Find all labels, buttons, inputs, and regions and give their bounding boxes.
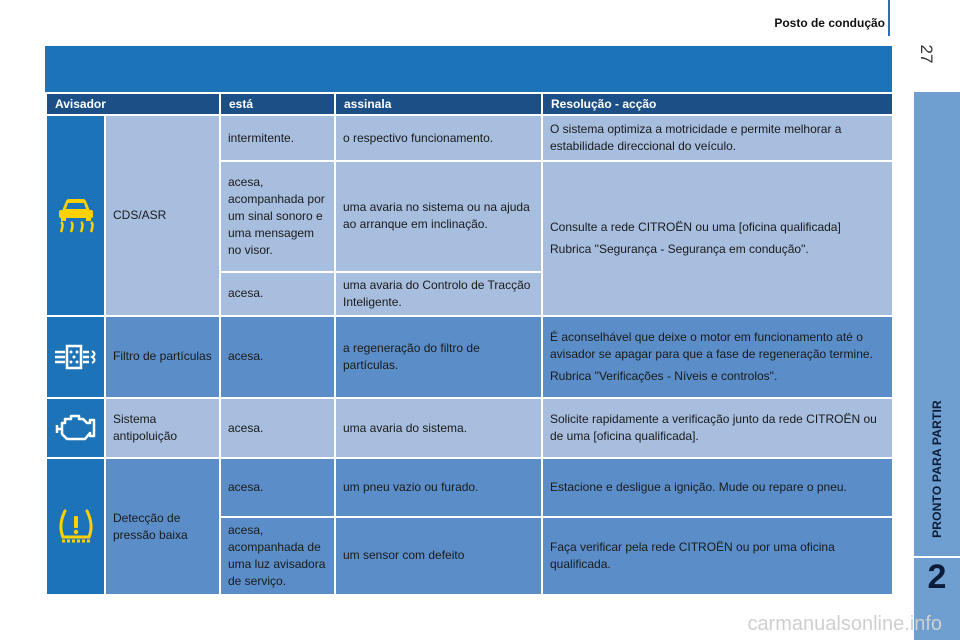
column-header-solution: Resolução - acção xyxy=(542,93,893,115)
cds-icon-cell xyxy=(46,115,105,316)
skid-control-icon xyxy=(55,196,97,234)
table-row xyxy=(46,398,893,458)
engine-state: acesa. xyxy=(220,398,335,458)
header-rule xyxy=(888,0,890,36)
table-banner xyxy=(45,46,892,92)
dpf-state: acesa. xyxy=(220,316,335,398)
dpf-icon-cell xyxy=(46,316,105,398)
engine-name: Sistema antipoluição xyxy=(105,398,220,458)
dpf-solution-line1: É aconselhável que deixe o motor em funcionamento até o avisador se apagar para que a fase de regeneração termine. xyxy=(550,329,873,361)
cds-name: CDS/ASR xyxy=(105,115,220,316)
cds-solution-2 xyxy=(542,161,893,316)
tyre-pressure-icon xyxy=(56,507,96,547)
cds-solution-2-line1: Consulte a rede CITROËN ou uma [oficina qualificada] xyxy=(550,220,841,234)
cds-meaning-1: o respectivo funcionamento. xyxy=(335,115,542,161)
tyre-state-2: acesa, acompanhada de uma luz avisadora de serviço. xyxy=(220,517,335,595)
tyre-state-1: acesa. xyxy=(220,458,335,516)
page-number: 27 xyxy=(917,44,936,64)
chapter-number: 2 xyxy=(927,558,947,596)
tyre-meaning-1: um pneu vazio ou furado. xyxy=(335,458,542,516)
engine-check-icon xyxy=(55,413,97,443)
tyre-solution-1: Estacione e desligue a ignição. Mude ou repare o pneu. xyxy=(542,458,893,516)
engine-solution: Solicite rapidamente a verificação junto da rede CITROËN ou de uma [oficina qualificada]. xyxy=(542,398,893,458)
table-header-row xyxy=(46,93,893,115)
engine-icon-cell xyxy=(46,398,105,458)
dpf-solution-line2: Rubrica "Verificações - Níveis e controlos". xyxy=(550,368,778,383)
particle-filter-icon xyxy=(53,342,99,372)
tyre-name: Detecção de pressão baixa xyxy=(105,458,220,595)
chapter-side-label-wrap xyxy=(914,384,960,554)
chapter-side-label: PRONTO PARA PARTIR xyxy=(930,400,945,538)
cds-state-3: acesa. xyxy=(220,272,335,316)
cds-meaning-2: uma avaria no sistema ou na ajuda ao arranque em inclinação. xyxy=(335,161,542,271)
dpf-meaning: a regeneração do filtro de partículas. xyxy=(335,316,542,398)
table-row xyxy=(46,316,893,398)
page-header-title: Posto de condução xyxy=(774,16,885,30)
cds-state-1: intermitente. xyxy=(220,115,335,161)
watermark: carmanualsonline.info xyxy=(747,613,942,635)
tyre-meaning-2: um sensor com defeito xyxy=(335,517,542,595)
tyre-icon-cell xyxy=(46,458,105,595)
table-row xyxy=(46,115,893,161)
engine-meaning: uma avaria do sistema. xyxy=(335,398,542,458)
cds-meaning-3: uma avaria do Controlo de Tracção Inteligente. xyxy=(335,272,542,316)
column-header-state: está xyxy=(220,93,335,115)
dpf-solution xyxy=(542,316,893,398)
cds-state-2: acesa, acompanhada por um sinal sonoro e uma mensagem no visor. xyxy=(220,161,335,271)
table-row xyxy=(46,458,893,516)
cds-solution-2-line2: Rubrica "Segurança - Segurança em condução". xyxy=(550,242,809,256)
dpf-name: Filtro de partículas xyxy=(105,316,220,398)
column-header-meaning: assinala xyxy=(335,93,542,115)
warning-lights-table xyxy=(45,92,894,596)
cds-solution-1: O sistema optimiza a motricidade e permite melhorar a estabilidade direccional do veículo. xyxy=(542,115,893,161)
column-header-warning: Avisador xyxy=(46,93,220,115)
tyre-solution-2: Faça verificar pela rede CITROËN ou por uma oficina qualificada. xyxy=(542,517,893,595)
